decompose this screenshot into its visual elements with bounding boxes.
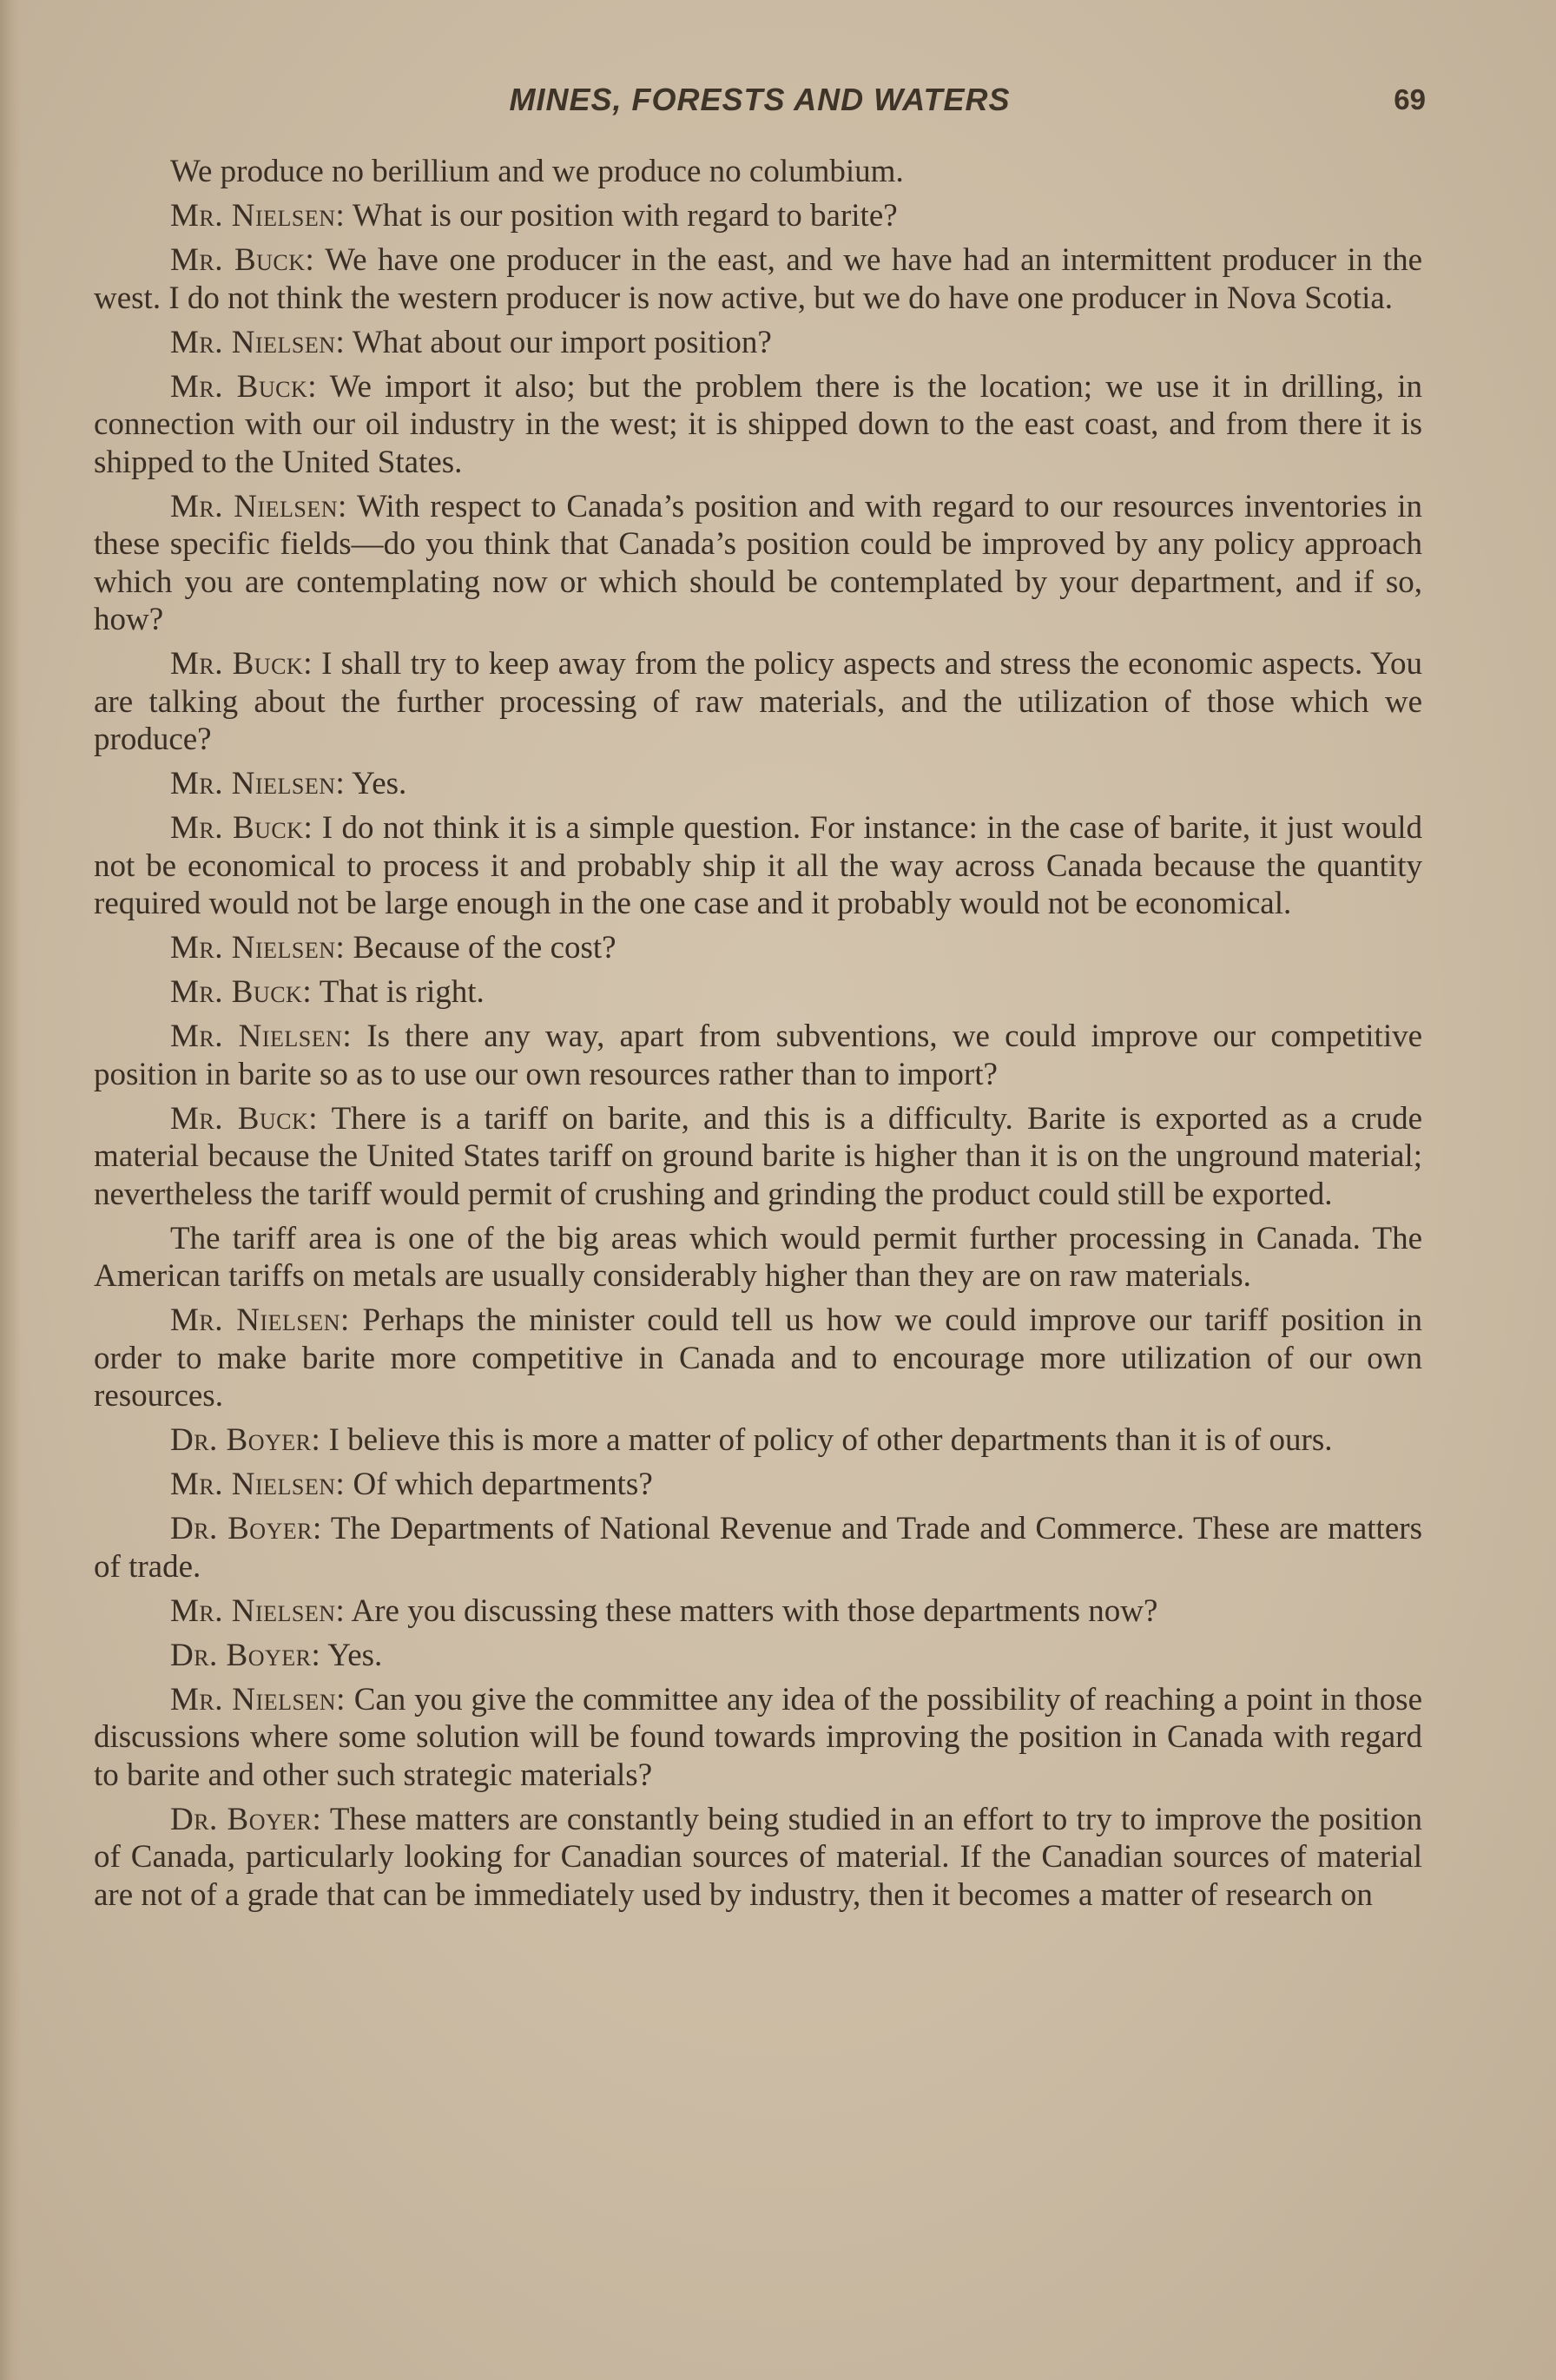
page-header bbox=[94, 82, 1426, 127]
paragraph-text: We have one producer in the east, and we have had an intermittent producer in the west. I do not think the western producer is now active, but we do have one producer in Nova Scotia. bbox=[94, 242, 1422, 316]
paragraph-text: What is our position with regard to barite? bbox=[352, 198, 898, 234]
paragraph bbox=[94, 1592, 1422, 1631]
paragraph-text: Perhaps the minister could tell us how we could improve our tariff position in order to make barite more competitive in Canada and to encourage more utilization of our own resources. bbox=[94, 1302, 1422, 1414]
speaker-label: Mr. Nielsen: bbox=[170, 324, 346, 360]
paragraph-text: We import it also; but the problem there is the location; we use it in drilling, in connection with our oil industry in the west; it is shipped down to the east coast, and from there it is shipped to the United States. bbox=[94, 368, 1422, 480]
paragraph bbox=[94, 368, 1422, 482]
speaker-label: Mr. Nielsen: bbox=[170, 198, 346, 234]
paragraph bbox=[94, 1801, 1422, 1915]
page-number: 69 bbox=[1394, 83, 1426, 115]
paragraph bbox=[94, 1100, 1422, 1214]
paragraph-text: Are you discussing these matters with those departments now? bbox=[351, 1592, 1158, 1629]
speaker-label: Dr. Boyer: bbox=[170, 1637, 321, 1673]
paragraph-text: With respect to Canada’s position and with regard to our resources inventories in these specific fields—do you think that Canada’s position could be improved by any policy approach which you are contemplating now or which should be contemplated by your department, and if so, how? bbox=[94, 488, 1423, 637]
paragraph-text: There is a tariff on barite, and this is a difficulty. Barite is exported as a crude material because the United States tariff on ground barite is higher than it is on the unground material; nevertheless the tariff would permit of crushing and grinding the product could still be exported. bbox=[94, 1100, 1423, 1212]
paragraph-text: I do not think it is a simple question. For instance: in the case of barite, it just would not be economical to process it and probably ship it all the way across Canada because the quantity required would not be large enough in the one case and it probably would not be economical. bbox=[94, 810, 1423, 921]
paragraph bbox=[94, 197, 1422, 235]
paragraph-text: Because of the cost? bbox=[353, 930, 616, 966]
paragraph bbox=[94, 1466, 1422, 1504]
paragraph bbox=[94, 765, 1422, 803]
paragraph-text: Yes. bbox=[327, 1637, 383, 1673]
paragraph-text: I shall try to keep away from the policy aspects and stress the economic aspects. You are talking about the further processing of raw materials, and the utilization of those which we produce? bbox=[94, 646, 1423, 757]
paragraph-text: Is there any way, apart from subventions, we could improve our competitive position in barite so as to use our own resources rather than to import? bbox=[94, 1019, 1423, 1092]
speaker-label: Mr. Nielsen: bbox=[170, 1467, 346, 1502]
paragraph bbox=[94, 1681, 1422, 1795]
paragraph bbox=[94, 488, 1422, 639]
speaker-label: Dr. Boyer: bbox=[170, 1511, 322, 1546]
speaker-label: Mr. Buck: bbox=[170, 646, 313, 682]
paragraph bbox=[94, 324, 1422, 362]
speaker-label: Mr. Nielsen: bbox=[170, 1302, 350, 1338]
speaker-label: Dr. Boyer: bbox=[170, 1801, 322, 1837]
paragraph bbox=[94, 1018, 1422, 1093]
speaker-label: Mr. Nielsen: bbox=[170, 930, 346, 966]
paragraph bbox=[94, 1302, 1422, 1415]
paragraph bbox=[94, 241, 1422, 317]
speaker-label: Mr. Nielsen: bbox=[170, 1681, 346, 1717]
paragraph bbox=[94, 973, 1422, 1012]
paragraph-text: Of which departments? bbox=[353, 1467, 653, 1502]
speaker-label: Mr. Buck: bbox=[170, 242, 315, 278]
page-binding-edge bbox=[0, 0, 21, 2380]
speaker-label: Mr. Nielsen: bbox=[170, 488, 347, 524]
speaker-label: Mr. Nielsen: bbox=[170, 766, 346, 801]
paragraph-text: These matters are constantly being studied in an effort to try to improve the position of Canada, particularly looking for Canadian sources of material. If the Canadian sources of material are not of a grade that can be immediately used by industry, then it becomes a matter of research on bbox=[94, 1801, 1422, 1913]
paragraph-text: The Departments of National Revenue and Trade and Commerce. These are matters of trade. bbox=[94, 1511, 1422, 1585]
speaker-label: Mr. Nielsen: bbox=[170, 1019, 353, 1054]
speaker-label: Dr. Boyer: bbox=[170, 1422, 321, 1458]
paragraph-text: That is right. bbox=[319, 974, 485, 1010]
paragraph bbox=[94, 929, 1422, 967]
speaker-label: Mr. Nielsen: bbox=[170, 1592, 346, 1629]
speaker-label: Mr. Buck: bbox=[170, 974, 313, 1010]
paragraph-text: What about our import position? bbox=[352, 324, 772, 360]
paragraph bbox=[94, 1637, 1422, 1675]
paragraph-text: Yes. bbox=[352, 766, 407, 801]
paragraph bbox=[94, 1510, 1422, 1586]
paragraph bbox=[94, 1220, 1422, 1295]
paragraph-text: Can you give the committee any idea of the possibility of reaching a point in those discussions where some solution will be found towards improving the position in Canada with regard to barite and other such strategic materials? bbox=[94, 1681, 1423, 1793]
speaker-label: Mr. Buck: bbox=[170, 1100, 319, 1137]
speaker-label: Mr. Buck: bbox=[170, 810, 313, 846]
paragraph bbox=[94, 1421, 1422, 1460]
paragraph bbox=[94, 809, 1422, 923]
paragraph-text: The tariff area is one of the big areas which would permit further processing in Canada. The American tariffs on metals are usually considerably higher than they are on raw materials. bbox=[94, 1220, 1422, 1294]
running-title: MINES, FORESTS AND WATERS bbox=[509, 82, 1011, 117]
paragraph bbox=[94, 153, 1422, 191]
speaker-label: Mr. Buck: bbox=[170, 368, 318, 405]
paragraph-text: I believe this is more a matter of policy of other departments than it is of ours. bbox=[328, 1422, 1333, 1458]
paragraph-text: We produce no berillium and we produce no columbium. bbox=[170, 154, 904, 189]
paragraph bbox=[94, 645, 1422, 759]
body-text bbox=[94, 153, 1422, 1921]
